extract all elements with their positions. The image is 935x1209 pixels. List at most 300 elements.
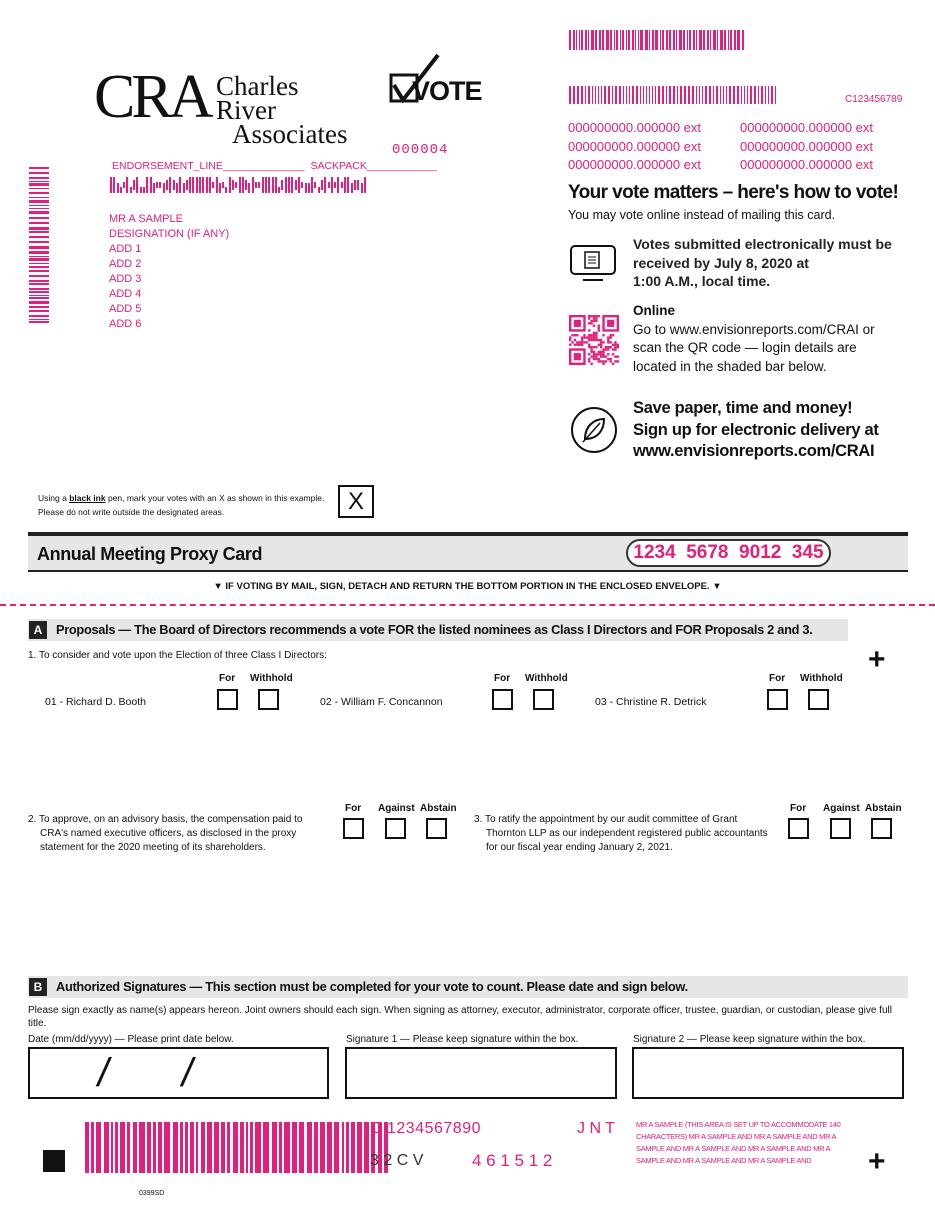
barcode-bar (29, 227, 49, 230)
barcode-bar (284, 1122, 290, 1173)
card-title: Annual Meeting Proxy Card (37, 544, 263, 564)
barcode-bar (610, 30, 612, 50)
proposal-2-for-checkbox[interactable] (343, 818, 364, 839)
barcode-bar (632, 86, 634, 104)
barcode-bar (272, 177, 274, 193)
barcode-bar (629, 86, 630, 104)
vote-heading: Your vote matters – here's how to vote! (568, 182, 899, 203)
barcode-bar (737, 86, 739, 104)
barcode-bar (723, 86, 724, 104)
barcode-bar (258, 182, 260, 188)
barcode-bar (717, 30, 718, 50)
barcode-bar (734, 30, 736, 50)
barcode-bar (598, 86, 599, 104)
date-field[interactable] (28, 1047, 329, 1099)
barcode-bar (29, 183, 49, 186)
barcode-bar (29, 301, 49, 304)
barcode-bar (29, 283, 49, 285)
barcode-bar (29, 241, 49, 243)
section-b-letter: B (29, 978, 47, 996)
barcode-bar (29, 181, 49, 182)
barcode-bar (196, 1122, 198, 1173)
barcode-bar (29, 288, 49, 290)
col-withhold: Withhold (800, 673, 843, 684)
vote-logo-text: VOTE (412, 76, 482, 106)
barcode-bar (143, 187, 145, 193)
barcode-bar (255, 1122, 261, 1173)
sig1-label: Signature 1 — Please keep signature within the box. (346, 1034, 579, 1045)
barcode-bar (361, 183, 363, 193)
footer-32cv: 3 2 C V (370, 1152, 424, 1169)
sig2-label: Signature 2 — Please keep signature within the box. (633, 1034, 866, 1045)
barcode-bar (29, 306, 49, 308)
nominee-3-for-checkbox[interactable] (767, 689, 788, 710)
barcode-bar (227, 1122, 230, 1173)
col-against: Against (378, 803, 415, 814)
barcode-bar (696, 30, 697, 50)
barcode-bar (321, 180, 323, 190)
barcode-bar (173, 1122, 178, 1173)
barcode-bar (29, 280, 49, 282)
barcode-bar (585, 86, 586, 104)
logo-line1: Charles River (216, 71, 299, 125)
barcode-bar (156, 182, 158, 188)
barcode-bar (299, 1122, 304, 1173)
barcode-bar (318, 187, 320, 193)
barcode-bar (185, 1122, 188, 1173)
barcode-bar (638, 30, 639, 50)
barcode-bar (221, 1122, 225, 1173)
online-line: scan the QR code — login details are (633, 340, 857, 355)
barcode-bar (669, 30, 671, 50)
barcode-bar (180, 1122, 183, 1173)
proposal-3-for-checkbox[interactable] (788, 818, 809, 839)
nominee-1-withhold-checkbox[interactable] (258, 689, 279, 710)
barcode-bar (710, 30, 711, 50)
vote-subheading: You may vote online instead of mailing this card. (568, 208, 836, 222)
barcode-bar (29, 297, 49, 299)
barcode-bar (29, 275, 49, 277)
barcode-bar (707, 30, 709, 50)
barcode-bar (652, 30, 654, 50)
barcode-bar (147, 1122, 151, 1173)
barcode-bar (643, 86, 644, 104)
footer-sample-text: MR A SAMPLE (THIS AREA IS SET UP TO ACCOMMODATE 140 CHARACTERS) MR A SAMPLE AND MR A SAMPLE AND MR A SAMPLE AND MR A SAMPLE AND MR A SAMPLE AND MR A SAMPLE AND MR A SAMPLE AND MR A SAMPLE AND (636, 1120, 841, 1165)
barcode-bar (699, 30, 702, 50)
barcode-bar (354, 180, 356, 190)
barcode-bar (275, 177, 277, 193)
barcode-bar (96, 1122, 101, 1173)
barcode-bar (242, 177, 244, 193)
barcode-bar (307, 1122, 312, 1173)
leaf-icon (570, 406, 618, 459)
address-line: ADD 2 (109, 258, 142, 270)
barcode-bar (645, 30, 648, 50)
barcode-bar (29, 222, 49, 224)
barcode-bar (288, 177, 290, 193)
barcode-bar (281, 180, 283, 190)
barcode-bar (29, 188, 49, 189)
barcode-bar (331, 177, 333, 193)
barcode-bar (246, 1122, 248, 1173)
barcode-bar (728, 30, 729, 50)
barcode-bar (292, 1122, 297, 1173)
barcode-bar (136, 177, 138, 193)
item-1-text: 1. To consider and vote upon the Election of three Class I Directors: (28, 650, 327, 661)
proposal-3-text (474, 813, 768, 855)
barcode-bar (754, 86, 756, 104)
barcode-bar (713, 86, 714, 104)
barcode-bar (113, 177, 115, 193)
barcode-bar (344, 177, 346, 193)
col-abstain: Abstain (420, 803, 457, 814)
barcode-bar (127, 1122, 130, 1173)
intelligent-mail-barcode (110, 177, 367, 193)
barcode-bar (351, 1122, 355, 1173)
barcode-bar (219, 183, 221, 193)
nominee-name: 01 - Richard D. Booth (45, 696, 146, 708)
barcode-bar (29, 217, 49, 219)
barcode-bar (579, 30, 580, 50)
paper-info (633, 398, 879, 463)
barcode-bar (616, 30, 618, 50)
nominee-name: 02 - William F. Concannon (320, 696, 443, 708)
barcode-bar (632, 30, 634, 50)
barcode-bar (619, 86, 621, 104)
barcode-bar (585, 30, 587, 50)
instruction-text: pen, mark your votes with an X as shown in this example. (105, 493, 325, 503)
barcode-bar (346, 1122, 349, 1173)
barcode-bar (347, 177, 349, 193)
barcode-bar (655, 86, 656, 104)
address-line: ADD 1 (109, 243, 142, 255)
barcode-bar (29, 231, 49, 233)
barcode-bar (741, 86, 742, 104)
barcode-bar (133, 180, 135, 190)
barcode-bar (29, 200, 49, 203)
barcode-bar (305, 183, 307, 193)
mailing-address (109, 212, 229, 332)
barcode-bar (166, 180, 168, 190)
barcode-bar (337, 177, 339, 193)
barcode-bar (91, 1122, 94, 1173)
black-ink-text: black ink (69, 493, 106, 503)
date-separator: / (94, 1051, 114, 1095)
barcode-bar (29, 310, 49, 312)
detach-line (0, 604, 935, 606)
barcode-bar (730, 30, 732, 50)
barcode-bar (29, 266, 49, 268)
form-code: 0399SD (139, 1190, 165, 1197)
barcode-bar (29, 256, 49, 257)
barcode-bar (186, 180, 188, 190)
proposal-2-against-checkbox[interactable] (385, 818, 406, 839)
barcode-bar (29, 258, 49, 261)
barcode-bar (327, 1122, 332, 1173)
ext-value: 000000000.000000 ext (740, 120, 874, 135)
instruction-text: Using a (38, 493, 70, 503)
barcode-bar (765, 86, 766, 104)
barcode-bar (761, 86, 763, 104)
nominee-2-for-checkbox[interactable] (492, 689, 513, 710)
barcode-bar (692, 86, 694, 104)
barcode-bar (351, 183, 353, 193)
barcode-bar (216, 177, 218, 193)
barcode-bar (255, 182, 257, 188)
barcode-bar (614, 30, 615, 50)
barcode-bar (684, 86, 686, 104)
barcode-bar (164, 1122, 170, 1173)
barcode-bar (85, 1122, 89, 1173)
barcode-bar (737, 30, 740, 50)
proposal-line: 3. To ratify the appointment by our audit committee of Grant (474, 814, 738, 825)
barcode-bar (626, 86, 627, 104)
barcode-bar (176, 183, 178, 193)
barcode-bar (612, 86, 613, 104)
online-line: located in the shaded bar below. (633, 358, 827, 374)
barcode-bar (673, 86, 675, 104)
signing-instructions: Please sign exactly as name(s) appears hereon. Joint owners should each sign. When signing as attorney, executor, administrator, corporate officer, trustee, guardian, or custodian, please give full title. (28, 1005, 892, 1029)
barcode-bar (602, 30, 604, 50)
barcode-bar (29, 205, 49, 206)
barcode-bar (573, 86, 575, 104)
proposal-line: statement for the 2020 meeting of its shareholders. (40, 842, 266, 853)
barcode-bar (104, 1122, 109, 1173)
barcode-bar (214, 1122, 219, 1173)
barcode-bar (733, 86, 735, 104)
barcode-bar (229, 177, 231, 193)
barcode-bar (159, 182, 161, 188)
deadline-line: Votes submitted electronically must be (633, 236, 892, 252)
address-line: ADD 3 (109, 273, 142, 285)
barcode-bar (29, 270, 49, 272)
barcode-bar (683, 30, 685, 50)
barcode-bar (158, 1122, 162, 1173)
barcode-bar (716, 86, 718, 104)
section-b-title: Authorized Signatures — This section must be completed for your vote to count. Please date and sign below. (56, 979, 688, 994)
barcode-bar (705, 86, 707, 104)
barcode-bar (311, 177, 313, 193)
barcode-bar (252, 177, 254, 193)
barcode-bar (29, 172, 49, 174)
barcode-bar (662, 86, 664, 104)
barcode-bar (626, 30, 627, 50)
barcode-bar (689, 30, 691, 50)
proposal-3-against-checkbox[interactable] (830, 818, 851, 839)
nominee-2-withhold-checkbox[interactable] (533, 689, 554, 710)
side-barcode (29, 167, 49, 325)
registration-plus: + (868, 1145, 886, 1178)
barcode-bar (666, 30, 668, 50)
barcode-bar (750, 86, 752, 104)
barcode-bar (328, 182, 330, 188)
paper-link[interactable]: www.envisionreports.com/CRAI (633, 442, 875, 460)
barcode-bar (207, 1122, 212, 1173)
barcode-bar (272, 1122, 277, 1173)
deadline-line: received by July 8, 2020 at (633, 254, 809, 271)
col-for: For (219, 673, 236, 684)
barcode-bar (29, 295, 49, 296)
barcode-bar (357, 180, 359, 190)
barcode-bar (676, 30, 677, 50)
barcode-bar (601, 86, 602, 104)
barcode-bar (268, 177, 270, 193)
nominee-name: 03 - Christine R. Detrick (595, 696, 707, 708)
barcode-bar (225, 187, 227, 193)
barcode-bar (29, 246, 49, 249)
barcode-bar (703, 30, 705, 50)
barcode-bar (655, 30, 658, 50)
barcode-bar (623, 86, 624, 104)
ext-grid (568, 119, 873, 175)
signature-1-field[interactable] (345, 1047, 617, 1099)
section-a-letter: A (29, 621, 47, 639)
online-title: Online (633, 303, 676, 318)
vote-logo (388, 52, 480, 107)
barcode-bar (146, 177, 148, 193)
footer-jnt: J N T (577, 1120, 615, 1137)
barcode-bar (577, 86, 579, 104)
barcode-bar (206, 177, 208, 193)
proxy-card-header (28, 532, 908, 572)
control-id: C123456789 (845, 94, 903, 105)
barcode-bar (320, 1122, 325, 1173)
barcode-bar (595, 86, 596, 104)
barcode-bar (29, 263, 49, 264)
barcode-bar (301, 182, 303, 188)
barcode-bar (608, 86, 610, 104)
barcode-bar (123, 182, 125, 188)
barcode-bar (192, 177, 194, 193)
barcode-bar (588, 86, 590, 104)
barcode-bar (314, 182, 316, 188)
section-a-title: Proposals — The Board of Directors recommends a vote FOR the listed nominees as Class I Directors and FOR Proposals 2 and 3. (56, 622, 813, 637)
barcode-bar (117, 183, 119, 193)
barcode-bar (120, 187, 122, 193)
signature-2-field[interactable] (632, 1047, 904, 1099)
barcode-bar (658, 86, 660, 104)
barcode-bar (202, 177, 204, 193)
barcode-bar (334, 182, 336, 188)
barcode-bar (673, 30, 675, 50)
col-abstain: Abstain (865, 803, 902, 814)
deadline-text (633, 235, 892, 291)
barcode-bar (720, 86, 721, 104)
barcode-bar (635, 30, 636, 50)
barcode-bar (265, 177, 267, 193)
col-against: Against (823, 803, 860, 814)
barcode-bar (298, 177, 300, 193)
barcode-bar (669, 86, 671, 104)
barcode-bar (581, 86, 583, 104)
barcode-bar (569, 30, 571, 50)
barcode-bar (29, 192, 49, 194)
barcode-bar (183, 183, 185, 193)
barcode-bar (646, 86, 647, 104)
card-code-value: 1234 5678 9012 345 (633, 542, 824, 563)
barcode-bar (696, 86, 697, 104)
logo-line2: Associates (232, 119, 348, 149)
barcode-bar (29, 321, 49, 323)
barcode-bar (212, 182, 214, 188)
barcode-bar (308, 183, 310, 193)
barcode-bar (649, 86, 650, 104)
barcode-bar (588, 30, 589, 50)
proposal-line: for our fiscal year ending January 2, 2021. (486, 842, 673, 853)
barcode-bar (232, 180, 234, 190)
address-line: DESIGNATION (IF ANY) (109, 228, 230, 240)
monitor-icon (569, 244, 619, 289)
barcode-bar (240, 1122, 244, 1173)
barcode-bar (688, 86, 690, 104)
nominee-3-withhold-checkbox[interactable] (808, 689, 829, 710)
col-for: For (790, 803, 807, 814)
nominee-1-for-checkbox[interactable] (217, 689, 238, 710)
address-line: MR A SAMPLE (109, 213, 183, 225)
card-code (626, 539, 831, 567)
barcode-bar (758, 86, 759, 104)
barcode-bar (29, 251, 49, 254)
barcode-bar (662, 30, 664, 50)
barcode-bar (604, 86, 606, 104)
online-line[interactable]: Go to www.envisionreports.com/CRAI or (633, 321, 875, 337)
ext-value: 000000000.000000 ext (740, 138, 874, 154)
barcode-bar (615, 86, 617, 104)
barcode-bar (29, 291, 49, 293)
barcode-bar (153, 1122, 156, 1173)
barcode-bar (334, 1122, 339, 1173)
barcode-bar (29, 315, 49, 317)
postal-barcode-second (569, 86, 778, 104)
barcode-bar (569, 86, 571, 104)
barcode-bar (248, 183, 250, 193)
barcode-bar (285, 177, 287, 193)
barcode-bar (720, 30, 723, 50)
proposal-3-abstain-checkbox[interactable] (871, 818, 892, 839)
address-line: ADD 6 (109, 318, 142, 330)
address-line: ADD 4 (109, 288, 142, 300)
barcode-bar (111, 1122, 113, 1173)
barcode-bar (110, 177, 112, 193)
barcode-bar (29, 167, 49, 169)
col-for: For (769, 673, 786, 684)
barcode-bar (324, 177, 326, 193)
barcode-bar (133, 1122, 137, 1173)
barcode-bar (357, 1122, 362, 1173)
date-label: Date (mm/dd/yyyy) — Please print date below. (28, 1034, 234, 1045)
barcode-bar (190, 1122, 194, 1173)
postal-barcode-top (569, 30, 745, 50)
proposal-2-abstain-checkbox[interactable] (426, 818, 447, 839)
ext-value: 000000000.000000 ext (740, 157, 874, 172)
example-x-mark: X (347, 488, 364, 515)
barcode-bar (660, 30, 661, 50)
barcode-bar (196, 177, 198, 193)
barcode-bar (606, 30, 609, 50)
barcode-bar (173, 180, 175, 190)
example-mark-box (338, 485, 374, 518)
barcode-bar (640, 30, 643, 50)
barcode-bar (250, 1122, 253, 1173)
ext-value: 000000000.000000 ext (568, 120, 702, 135)
barcode-bar (729, 86, 731, 104)
registration-plus: + (868, 643, 886, 676)
barcode-bar (576, 30, 577, 50)
barcode-bar (666, 86, 667, 104)
proposal-2-text (28, 813, 302, 855)
barcode-bar (771, 86, 773, 104)
barcode-bar (150, 177, 152, 193)
